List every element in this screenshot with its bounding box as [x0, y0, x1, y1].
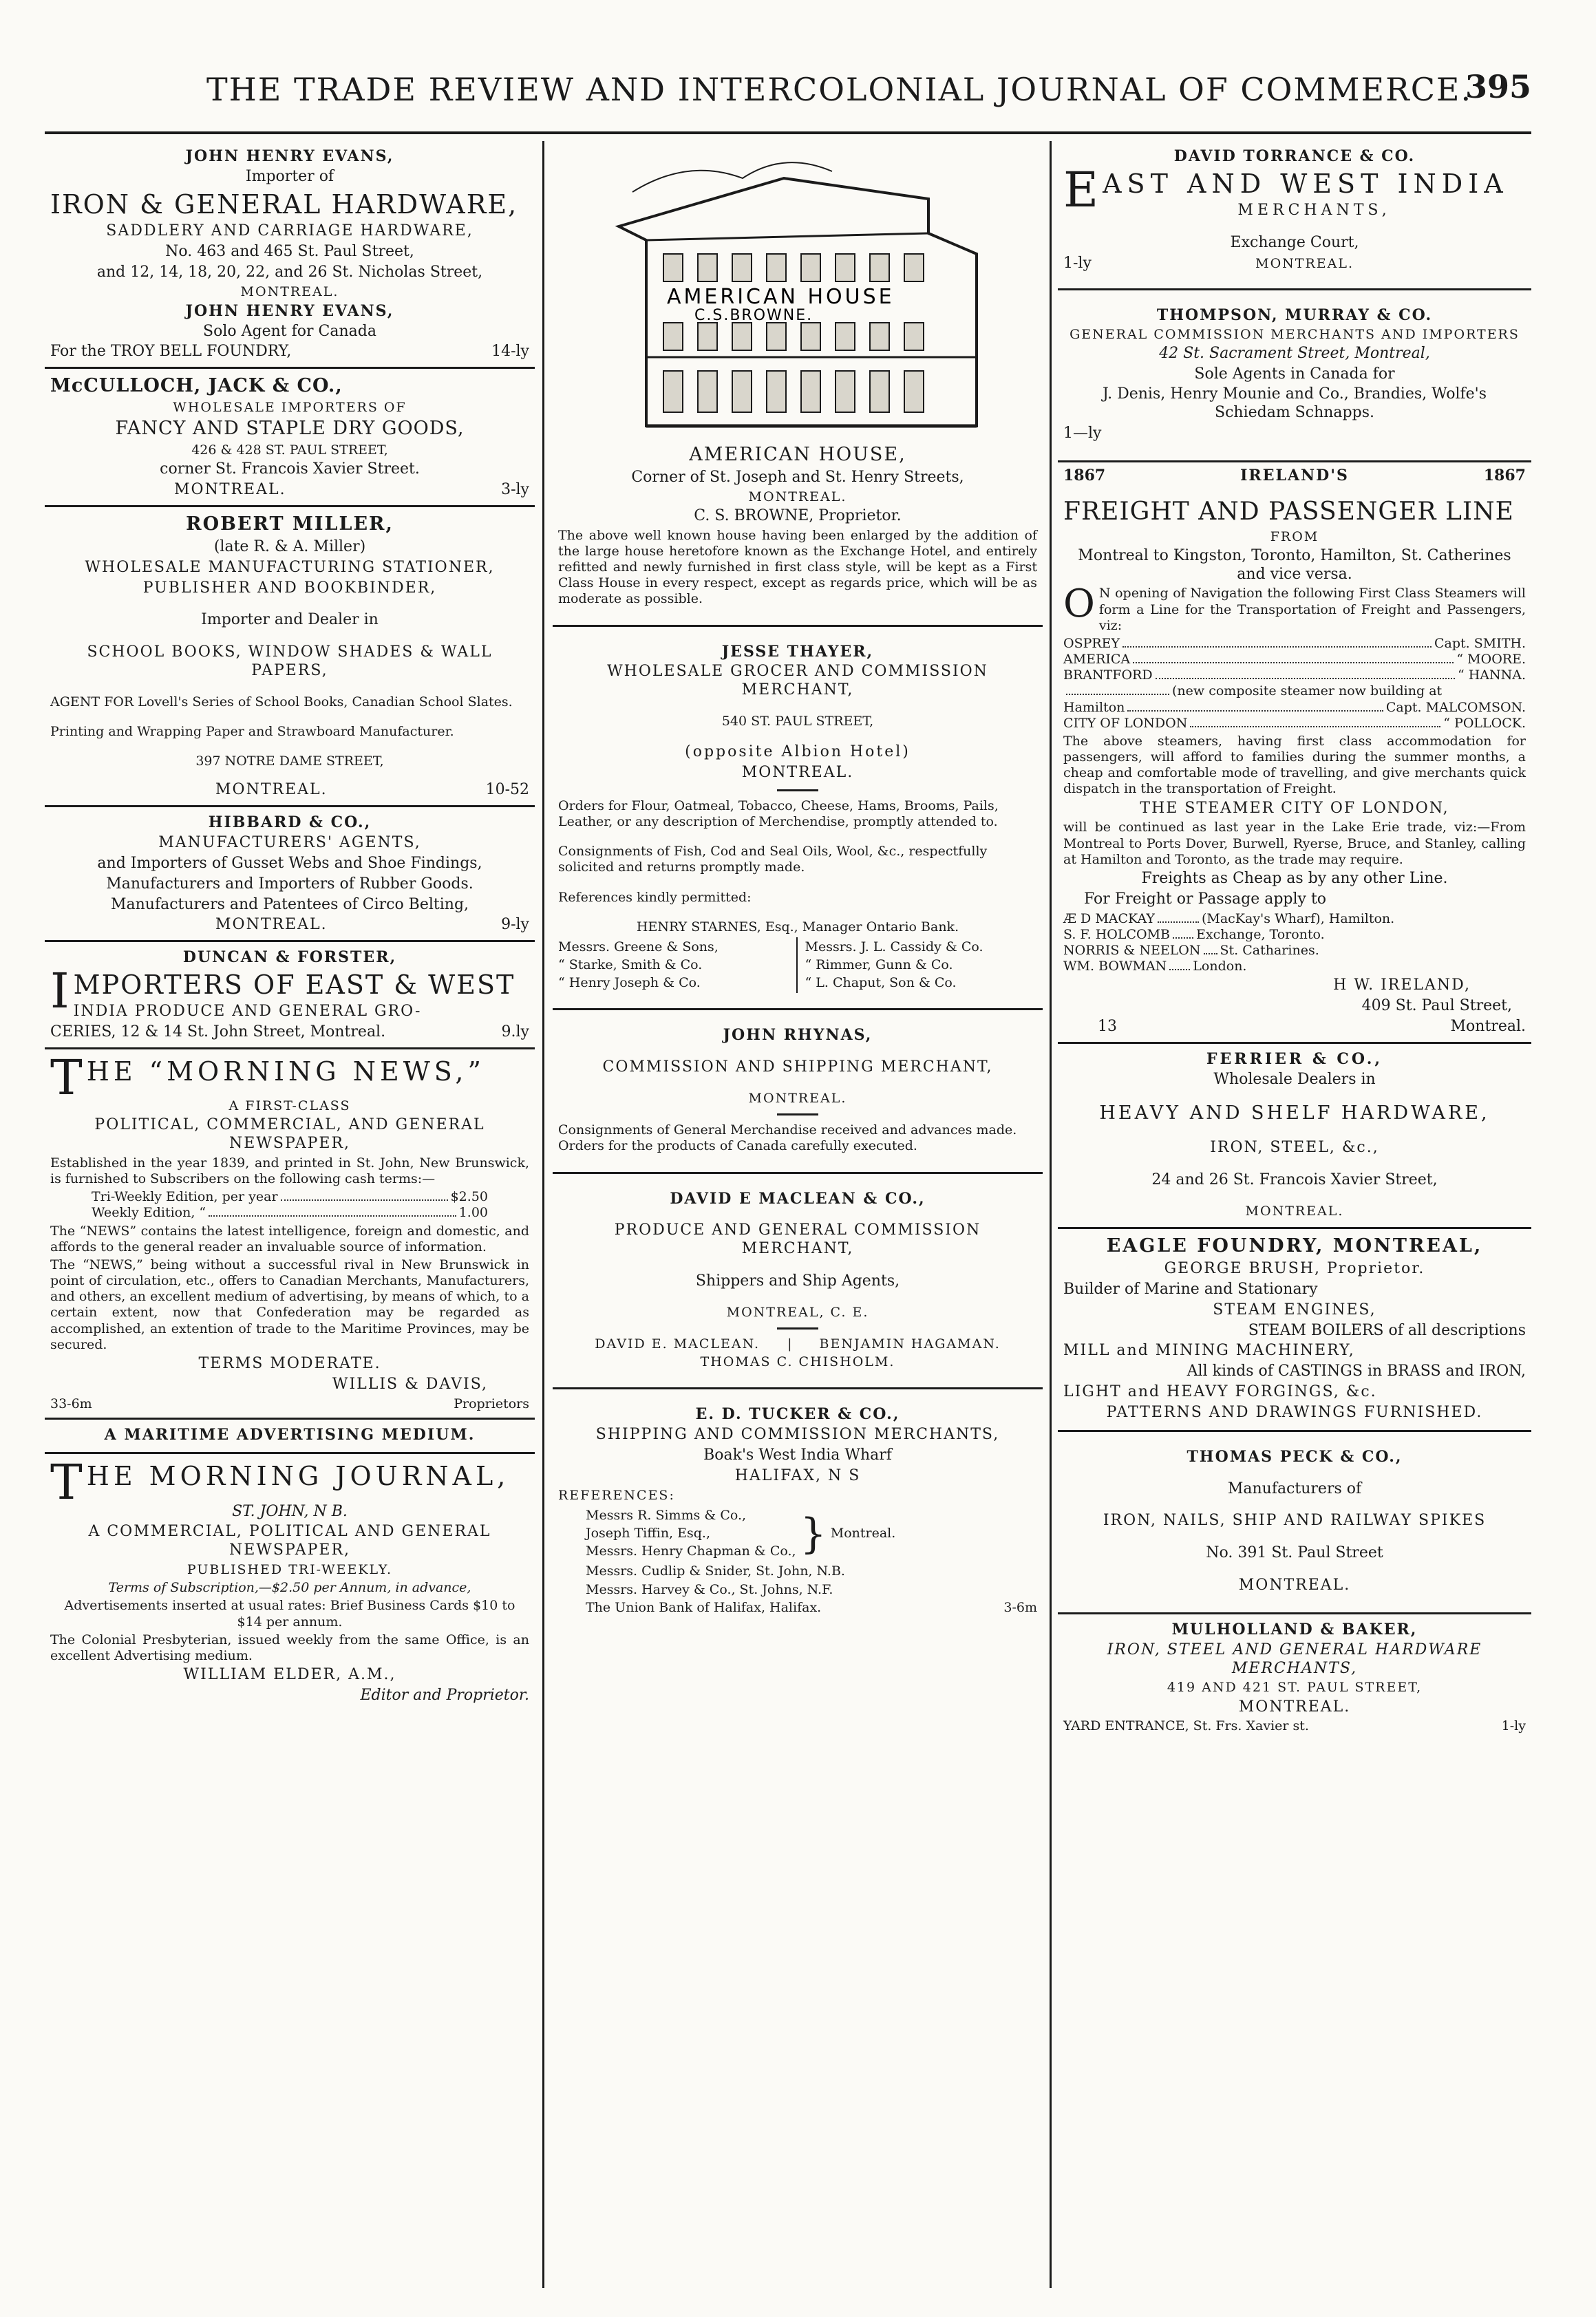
advertiser-name: WILLIAM ELDER, A.M.,: [183, 1666, 396, 1684]
ad-david-maclean: DAVID E MACLEAN & CO., PRODUCE AND GENERAL COMMISSION MERCHANT, Shippers and Ship Agents, MONTREAL, C. E. DAVID E. MACLEAN. | BENJAMIN HAGAMAN. THOMAS C. CHISHOLM.: [553, 1174, 1043, 1390]
advertiser-name: ROBERT MILLER,: [186, 513, 394, 535]
price-label: Weekly Edition, “: [92, 1205, 206, 1221]
price-label: Tri-Weekly Edition, per year: [92, 1189, 278, 1205]
ad-text: N opening of Navigation the following First Class Steamers will form a Line for the Transportation of Freight and Passengers, viz:: [1098, 586, 1526, 633]
ad-text: Editor and Proprietor.: [360, 1686, 529, 1704]
drop-cap: T: [50, 1453, 83, 1510]
ad-code: 3-ly: [501, 481, 529, 499]
ad-text: All kinds of CASTINGS in BRASS and IRON,: [1187, 1363, 1526, 1380]
reference-item: Messrs. Harvey & Co., St. Johns, N.F.: [586, 1581, 833, 1597]
ad-text: Boak's West India Wharf: [703, 1446, 892, 1464]
ad-year: 1867: [1063, 466, 1106, 484]
agent-place: St. Catharines.: [1220, 942, 1319, 958]
newspaper-page: [38, 65, 1531, 2295]
ad-text: PUBLISHER AND BOOKBINDER,: [142, 579, 437, 597]
ad-city: MONTREAL.: [240, 284, 339, 299]
ad-city: MONTREAL.: [1245, 1204, 1344, 1219]
ad-text: CERIES, 12 & 14 St. John Street, Montreal.: [50, 1023, 386, 1041]
reference-table: [558, 937, 1037, 994]
ad-text: 426 & 428 ST. PAUL STREET,: [191, 442, 388, 458]
ad-text: Consignments of Fish, Cod and Seal Oils, Wool, &c., respectfully solicited and returns promptly made.: [558, 844, 988, 875]
steamer-captain: “ POLLOCK.: [1443, 715, 1526, 731]
ad-headline: FREIGHT AND PASSENGER LINE: [1063, 497, 1514, 526]
ad-text: IRON, STEEL AND GENERAL HARDWARE MERCHANTS,: [1107, 1641, 1482, 1677]
ad-text: (late R. & A. Miller): [213, 537, 366, 555]
column-center: [553, 141, 1043, 2292]
reference-item: Messrs R. Simms & Co.,: [586, 1507, 747, 1523]
ad-text: LIGHT and HEAVY FORGINGS, &c.: [1063, 1383, 1377, 1401]
advertiser-name: AMERICAN HOUSE,: [689, 444, 906, 465]
reference-item: “ L. Chaput, Son & Co.: [805, 975, 957, 991]
ad-text: MERCHANTS,: [1237, 202, 1391, 220]
ad-text: WHOLESALE MANUFACTURING STATIONER,: [85, 558, 495, 576]
advertiser-name: FERRIER & CO.,: [1206, 1049, 1383, 1068]
reference-item: The Union Bank of Halifax, Halifax.: [586, 1599, 822, 1615]
ad-text: YARD ENTRANCE, St. Frs. Xavier st.: [1063, 1718, 1309, 1734]
ad-text: Montreal to Kingston, Toronto, Hamilton, St. Catherines and vice versa.: [1078, 546, 1511, 583]
ad-text: For Freight or Passage apply to: [1084, 890, 1327, 908]
ad-text: The above steamers, having first class accommodation for passengers, will afford to families during the summer months, a cheap and comfortable mode of travelling, and give merchants quick dispatch in the transportation of Freight.: [1063, 733, 1526, 797]
ad-code: 1—ly: [1063, 424, 1102, 442]
ad-text: The “NEWS,” being without a successful rival in New Brunswick in point of circulation, etc., offers to Canadian Merchants, Manufacturers, and others, an excellent medium of advertising, by means of which, to a certain extent, now that Confederation may be regarded as accomplished, an extention of trade to the Maritime Provinces, may be secured.: [50, 1257, 529, 1352]
ad-tucker: E. D. TUCKER & CO., SHIPPING AND COMMISSION MERCHANTS, Boak's West India Wharf HALIFAX, N S REFERENCES: Messrs R. Simms & Co., Joseph Tiffin, Esq., Messrs. Henry Chapman & Co., } Montreal. Messrs. Cudlip & Snider, St. John, N.B. Messrs. Harvey & Co., St. Johns, N.F. The Union Bank of Halifax, Halifax. 3-6m: [558, 1405, 1037, 1615]
ad-text: REFERENCES:: [558, 1487, 675, 1503]
ad-city: MONTREAL.: [748, 489, 847, 504]
ad-thomas-peck: [1058, 1432, 1531, 1614]
ad-code: 3-6m: [1003, 1599, 1037, 1615]
steamer-name: Hamilton: [1063, 699, 1125, 715]
column-rule-1: [542, 141, 544, 2288]
steamer-captain: “ MOORE.: [1456, 652, 1526, 668]
advertiser-name: DUNCAN & FORSTER,: [182, 948, 397, 967]
advertiser-name: THOMPSON, MURRAY & CO.: [1156, 306, 1433, 324]
ad-text: Printing and Wrapping Paper and Strawboard Manufacturer.: [50, 724, 454, 740]
ad-john-rhynas: [553, 1010, 1043, 1173]
agent-name: S. F. HOLCOMB: [1063, 926, 1171, 942]
ad-city: MONTREAL.: [215, 916, 328, 934]
ad-city: MONTREAL.: [1238, 1577, 1351, 1594]
ad-city: MONTREAL.: [174, 481, 286, 499]
ad-text: 540 ST. PAUL STREET,: [721, 714, 874, 729]
ad-headline: A MARITIME ADVERTISING MEDIUM.: [104, 1425, 476, 1444]
ad-text: The “NEWS” contains the latest intelligence, foreign and domestic, and affords to the general reader an invaluable source of information.: [50, 1223, 529, 1254]
reference-item: Joseph Tiffin, Esq.,: [586, 1526, 710, 1541]
column-rule-2: [1050, 141, 1052, 2288]
drop-cap: I: [50, 963, 70, 1020]
ad-city: MONTREAL, C. E.: [726, 1304, 869, 1320]
ad-text: AGENT FOR Lovell's Series of School Books, Canadian School Slates.: [50, 694, 513, 709]
journal-title: THE TRADE REVIEW AND INTERCOLONIAL JOURNAL OF COMMERCE.: [206, 71, 1473, 108]
ad-headline: FANCY AND STAPLE DRY GOODS,: [115, 418, 465, 440]
ad-eagle-foundry: [1058, 1229, 1531, 1432]
ad-text: COMMISSION AND SHIPPING MERCHANT,: [602, 1058, 993, 1076]
ad-text: ST. JOHN, N B.: [232, 1502, 348, 1520]
ad-text: Advertisements inserted at usual rates: Brief Business Cards $10 to $14 per annum.: [64, 1598, 515, 1630]
ad-text: Proprietors: [454, 1396, 529, 1411]
ad-text: 409 St. Paul Street,: [1361, 997, 1512, 1015]
ad-text: Freights as Cheap as by any other Line.: [1141, 869, 1448, 887]
reference-item: Messrs. Greene & Sons,: [558, 939, 719, 954]
steamer-name: BRANTFORD: [1063, 668, 1153, 683]
ad-text: (opposite Albion Hotel): [685, 743, 911, 761]
advertiser-name: JESSE THAYER,: [721, 642, 874, 661]
ad-text: STEAM BOILERS of all descriptions: [1248, 1321, 1526, 1339]
agent-place: Exchange, Toronto.: [1196, 926, 1325, 942]
ad-text: IRON, STEEL, &c.,: [1210, 1139, 1379, 1157]
reference-item: Messrs. J. L. Cassidy & Co.: [805, 939, 983, 954]
reference-item: “ Starke, Smith & Co.: [558, 957, 703, 973]
advertiser-name: H W. IRELAND,: [1333, 976, 1471, 994]
ad-text: C. S. BROWNE, Proprietor.: [694, 506, 902, 524]
reference-item: Messrs. Cudlip & Snider, St. John, N.B.: [586, 1563, 845, 1579]
advertiser-name: IRELAND'S: [1240, 466, 1349, 484]
ad-morning-journal: [45, 1454, 535, 1713]
ad-headline: SCHOOL BOOKS, WINDOW SHADES & WALL PAPERS,: [87, 643, 493, 680]
ad-headline: HEAVY AND SHELF HARDWARE,: [1099, 1102, 1490, 1124]
partner-name: THOMAS C. CHISHOLM.: [700, 1354, 895, 1370]
ad-text: Solo Agent for Canada: [203, 322, 376, 340]
drop-cap: O: [1063, 581, 1095, 627]
ad-text: Shippers and Ship Agents,: [695, 1272, 900, 1290]
ad-code: 14-ly: [491, 343, 529, 361]
ad-jesse-thayer: [553, 627, 1043, 1011]
ad-american-house: [553, 141, 1043, 627]
agent-place: (MacKay's Wharf), Hamilton.: [1201, 910, 1395, 926]
advertiser-name: DAVID TORRANCE & CO.: [1173, 147, 1416, 165]
ad-city: MONTREAL.: [1238, 1698, 1351, 1716]
ad-code: 33-6m: [50, 1396, 92, 1411]
ad-text: Manufacturers and Patentees of Circo Belting,: [110, 895, 469, 913]
ad-text: and 12, 14, 18, 20, 22, and 26 St. Nicholas Street,: [96, 263, 483, 281]
ad-headline: AST AND WEST INDIA: [1103, 168, 1509, 199]
advertiser-name: MULHOLLAND & BAKER,: [1171, 1620, 1418, 1638]
ad-text: THE STEAMER CITY OF LONDON,: [1140, 799, 1449, 817]
ad-text: SADDLERY AND CARRIAGE HARDWARE,: [106, 222, 474, 240]
ad-text: WHOLESALE IMPORTERS OF: [173, 400, 407, 416]
ad-text: Exchange Court,: [1230, 234, 1359, 252]
ad-text: TERMS MODERATE.: [198, 1354, 381, 1372]
ad-text: Manufacturers and Importers of Rubber Goods.: [106, 875, 474, 893]
ad-text: INDIA PRODUCE AND GENERAL GRO-: [73, 1003, 422, 1021]
ad-text: Consignments of General Merchandise received and advances made. Orders for the products of Canada carefully executed.: [558, 1122, 1017, 1154]
ad-ireland-line: [1058, 462, 1531, 1044]
advertiser-name: JOHN RHYNAS,: [723, 1026, 873, 1045]
agent-name: WM. BOWMAN: [1063, 959, 1167, 974]
advertiser-name: JOHN HENRY EVANS,: [185, 301, 394, 320]
ad-text: Builder of Marine and Stationary: [1063, 1280, 1318, 1298]
ad-city: MONTREAL.: [215, 781, 328, 799]
ad-text: PUBLISHED TRI-WEEKLY.: [187, 1562, 393, 1578]
ad-robert-miller: [45, 507, 535, 807]
ad-text: PRODUCE AND GENERAL COMMISSION MERCHANT,: [614, 1221, 981, 1258]
ad-text: GEORGE BRUSH, Proprietor.: [1164, 1260, 1425, 1278]
partner-name: BENJAMIN HAGAMAN.: [819, 1336, 1001, 1352]
ad-text: Orders for Flour, Oatmeal, Tobacco, Cheese, Hams, Brooms, Pails, Leather, or any description of Merchendise, promptly attended to.: [558, 798, 999, 830]
ad-text: Terms of Subscription,—$2.50 per Annum, in advance,: [108, 1580, 471, 1596]
steamer-list: [1063, 636, 1526, 732]
agent-place: London.: [1193, 959, 1247, 974]
ad-text: Wholesale Dealers in: [1213, 1070, 1376, 1088]
ad-text: A COMMERCIAL, POLITICAL AND GENERAL NEWSPAPER,: [88, 1523, 491, 1559]
column-left: [45, 141, 535, 2292]
ad-code: 10-52: [485, 781, 529, 799]
agent-name: NORRIS & NEELON: [1063, 942, 1201, 958]
agent-name: Æ D MACKAY: [1063, 910, 1155, 926]
ad-text: Manufacturers of: [1227, 1480, 1362, 1497]
ad-code: 1-ly: [1501, 1718, 1526, 1734]
drop-cap: T: [50, 1049, 83, 1107]
advertiser-name: JOHN HENRY EVANS,: [185, 147, 394, 165]
ad-text: Corner of St. Joseph and St. Henry Streets,: [631, 468, 964, 486]
ad-text: SHIPPING AND COMMISSION MERCHANTS,: [595, 1426, 1000, 1444]
ad-mulholland-baker: [1058, 1614, 1531, 1740]
reference-item: “ Henry Joseph & Co.: [558, 975, 701, 991]
steamer-name: OSPREY: [1063, 635, 1120, 651]
ad-text: will be continued as last year in the Lake Erie trade, viz:—From Montreal to Ports Dover, Burwell, Ryerse, Bruce, and Stanley, calling at Hamilton and Toronto, as the trade may require.: [1063, 820, 1526, 867]
page-number: 395: [1465, 68, 1531, 105]
ad-text: MANUFACTURERS' AGENTS,: [158, 834, 421, 852]
ad-text: HENRY STARNES, Esq., Manager Ontario Bank.: [636, 919, 959, 935]
price-value: $2.50: [450, 1189, 488, 1205]
ad-code: 9.ly: [501, 1023, 529, 1041]
ad-city: MONTREAL.: [1255, 255, 1354, 271]
partner-name: DAVID E. MACLEAN.: [595, 1336, 760, 1352]
ad-text: References kindly permitted:: [558, 889, 752, 905]
steamer-captain: Capt. MALCOMSON.: [1385, 699, 1526, 715]
ad-text: Importer and Dealer in: [201, 611, 379, 629]
ad-text: corner St. Francois Xavier Street.: [160, 460, 420, 478]
ad-thompson-murray: [1058, 290, 1531, 462]
ad-duncan-forster: [45, 942, 535, 1049]
advertiser-name: THOMAS PECK & CO.,: [1187, 1447, 1403, 1466]
ad-city: HALIFAX, N S: [734, 1466, 861, 1484]
ad-text: STEAM ENGINES,: [1213, 1301, 1376, 1318]
price-value: 1.00: [458, 1205, 488, 1221]
ad-text: MILL and MINING MACHINERY,: [1063, 1342, 1355, 1360]
steamer-captain: “ HANNA.: [1457, 668, 1526, 683]
advertiser-name: DAVID E MACLEAN & CO.,: [670, 1189, 926, 1208]
ad-text: No. 391 St. Paul Street: [1206, 1544, 1383, 1562]
ad-text: The Colonial Presbyterian, issued weekly from the same Office, is an excellent Advertising medium.: [50, 1632, 529, 1663]
reference-item: “ Rimmer, Gunn & Co.: [805, 957, 953, 973]
ad-city: MONTREAL.: [748, 1091, 847, 1107]
ad-david-torrance: [1058, 141, 1531, 290]
ad-text: (new composite steamer now building at: [1172, 683, 1443, 699]
ad-john-henry-evans: [45, 141, 535, 369]
steamer-name: CITY OF LONDON: [1063, 715, 1188, 731]
ad-text: A FIRST-CLASS: [228, 1098, 351, 1114]
ad-text: and Importers of Gusset Webs and Shoe Findings,: [97, 854, 482, 872]
steamer-name: AMERICA: [1063, 652, 1131, 668]
hotel-sign-owner: C.S.BROWNE.: [694, 307, 813, 324]
ad-text: For the TROY BELL FOUNDRY,: [50, 343, 292, 361]
ad-year: 1867: [1483, 466, 1526, 484]
ad-text: WHOLESALE GROCER AND COMMISSION MERCHANT,: [607, 663, 988, 699]
advertiser-name: E. D. TUCKER & CO.,: [695, 1405, 900, 1424]
ad-city: Montreal.: [1450, 1017, 1526, 1035]
ad-text: GENERAL COMMISSION MERCHANTS AND IMPORTERS: [1070, 326, 1520, 342]
ad-text: Established in the year 1839, and printed in St. John, New Brunswick, is furnished to Subscribers on the following cash terms:—: [50, 1155, 529, 1187]
ad-text: The above well known house having been enlarged by the addition of the large house heretofore known as the Exchange Hotel, and entirely refitted and newly furnished in first class style, will be kept as a First Class House in every respect, except as regards price, which will be as moderate as possible.: [558, 527, 1037, 607]
ad-headline: HE “MORNING NEWS,”: [86, 1056, 485, 1087]
header-rule: [45, 131, 1531, 134]
ad-headline: MPORTERS OF EAST & WEST: [73, 970, 515, 1001]
ad-code: 13: [1098, 1017, 1117, 1035]
column-right: [1058, 141, 1531, 2292]
advertiser-name: EAGLE FOUNDRY, MONTREAL,: [1106, 1235, 1483, 1257]
ad-ferrier: [1058, 1044, 1531, 1229]
advertiser-name: McCULLOCH, JACK & CO.,: [50, 375, 343, 397]
advertiser-name: WILLIS & DAVIS,: [332, 1375, 488, 1393]
ad-text: 24 and 26 St. Francois Xavier Street,: [1151, 1171, 1438, 1189]
ad-text: POLITICAL, COMMERCIAL, AND GENERAL NEWSPAPER,: [94, 1116, 485, 1153]
ad-hibbard: [45, 807, 535, 942]
drop-cap: E: [1063, 161, 1099, 218]
hotel-engraving: [605, 151, 990, 440]
ad-headline: IRON, NAILS, SHIP AND RAILWAY SPIKES: [1103, 1512, 1487, 1530]
ad-city: MONTREAL.: [741, 764, 854, 782]
ad-text: 419 AND 421 ST. PAUL STREET,: [1167, 1680, 1423, 1696]
ad-code: 9-ly: [501, 916, 529, 934]
agent-list: [1063, 911, 1526, 975]
reference-city: Montreal.: [830, 1526, 896, 1541]
ad-text: Importer of: [245, 167, 334, 185]
advertiser-name: HIBBARD & CO.,: [208, 813, 372, 832]
hotel-sign: AMERICAN HOUSE: [667, 285, 895, 309]
ad-text: FROM: [1270, 528, 1319, 544]
ad-code: 1-ly: [1063, 254, 1092, 272]
ad-text: No. 463 and 465 St. Paul Street,: [165, 242, 414, 260]
ad-text: 42 St. Sacrament Street, Montreal,: [1159, 344, 1430, 362]
ad-text: 397 NOTRE DAME STREET,: [195, 754, 384, 769]
ad-headline: IRON & GENERAL HARDWARE,: [50, 189, 518, 220]
ad-text: J. Denis, Henry Mounie and Co., Brandies, Wolfe's Schiedam Schnapps.: [1102, 385, 1487, 422]
ad-text: Sole Agents in Canada for: [1194, 365, 1395, 383]
steamer-captain: Capt. SMITH.: [1434, 635, 1526, 651]
ad-maritime-medium: [45, 1420, 535, 1454]
ad-morning-news: [45, 1049, 535, 1420]
ad-headline: HE MORNING JOURNAL,: [86, 1460, 510, 1491]
running-header: [38, 65, 1531, 114]
reference-item: Messrs. Henry Chapman & Co.,: [586, 1544, 796, 1559]
ad-mcculloch-jack: [45, 369, 535, 507]
ad-text: PATTERNS AND DRAWINGS FURNISHED.: [1106, 1403, 1483, 1421]
